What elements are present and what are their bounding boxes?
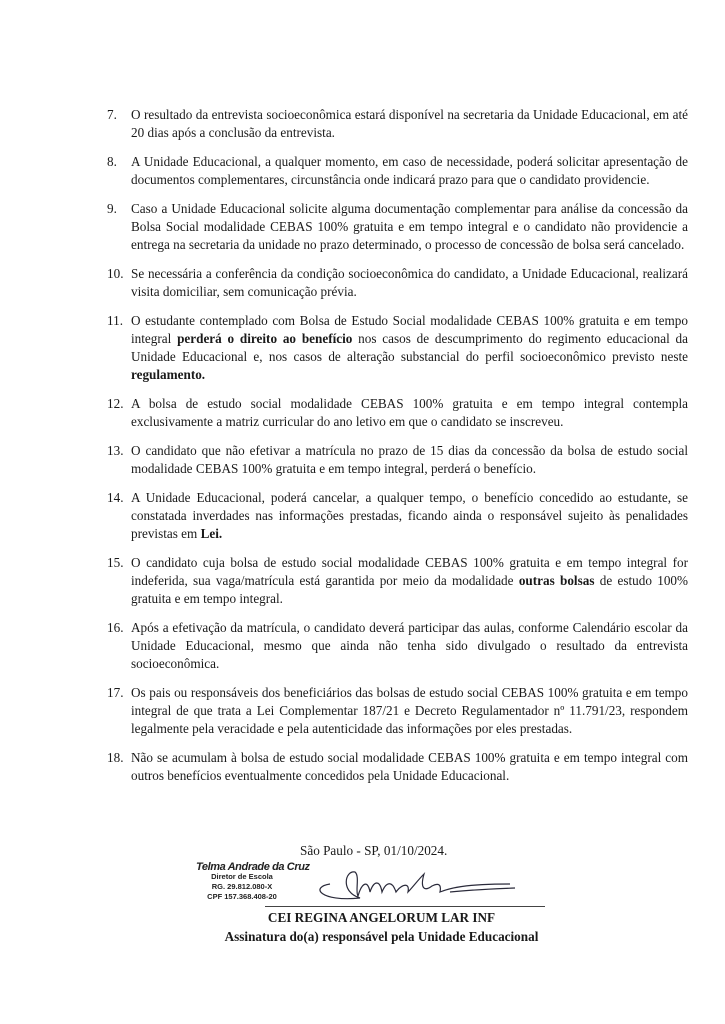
list-item bbox=[107, 395, 688, 431]
item-number: 12. bbox=[107, 396, 124, 411]
institution-block bbox=[0, 908, 725, 946]
list-item bbox=[107, 554, 688, 608]
list-item bbox=[107, 619, 688, 673]
item-text: O candidato cuja bolsa de estudo social modalidade CEBAS 100% gratuita e em tempo integral for indeferida, sua vaga/matrícula está garantida por meio da modalidade bbox=[131, 555, 688, 588]
item-number: 13. bbox=[107, 443, 124, 458]
item-number: 7. bbox=[107, 107, 117, 122]
stamp-role: Diretor de Escola bbox=[211, 872, 273, 881]
item-text: de estudo 100% gratuita e em tempo integral. bbox=[131, 573, 688, 606]
list-item bbox=[107, 265, 688, 301]
item-text-bold: Lei. bbox=[200, 526, 223, 541]
stamp-rg: RG. 29.812.080-X bbox=[211, 882, 273, 891]
list-item bbox=[107, 153, 688, 189]
item-text: A Unidade Educacional, poderá cancelar, a qualquer tempo, o benefício concedido ao estudante, se constatada inverdades nas informações prestadas, ficando ainda o responsável sujeito às penalidades previstas em bbox=[131, 490, 688, 541]
item-number: 14. bbox=[107, 490, 124, 505]
item-text: Não se acumulam à bolsa de estudo social modalidade CEBAS 100% gratuita e em tempo integral com outros benefícios eventualmente concedidos pela Unidade Educacional. bbox=[131, 750, 688, 783]
item-number: 17. bbox=[107, 685, 124, 700]
item-number: 8. bbox=[107, 154, 117, 169]
list-item bbox=[107, 489, 688, 543]
item-text: O resultado da entrevista socioeconômica estará disponível na secretaria da Unidade Educacional, em até 20 dias após a conclusão da entrevista. bbox=[131, 107, 688, 140]
regulation-items bbox=[107, 106, 688, 796]
stamp-name: Telma Andrade da Cruz bbox=[196, 861, 310, 873]
item-number: 11. bbox=[107, 313, 123, 328]
list-item bbox=[107, 442, 688, 478]
institution-name: CEI REGINA ANGELORUM LAR INF bbox=[267, 910, 496, 925]
item-text: A bolsa de estudo social modalidade CEBAS 100% gratuita e em tempo integral contempla exclusivamente a matriz curricular do ano letivo em que o candidato se inscreveu. bbox=[131, 396, 688, 429]
list-item bbox=[107, 749, 688, 785]
item-number: 10. bbox=[107, 266, 124, 281]
item-text: O candidato que não efetivar a matrícula no prazo de 15 dias da concessão da bolsa de estudo social modalidade CEBAS 100% gratuita e em tempo integral, perderá o benefício. bbox=[131, 443, 688, 476]
item-text: A Unidade Educacional, a qualquer momento, em caso de necessidade, poderá solicitar apresentação de documentos complementares, circunstância onde indicará prazo para que o candidato providencie. bbox=[131, 154, 688, 187]
item-number: 16. bbox=[107, 620, 124, 635]
list-item bbox=[107, 200, 688, 254]
item-text: Caso a Unidade Educacional solicite alguma documentação complementar para análise da concessão da Bolsa Social modalidade CEBAS 100% gratuita e em tempo integral e o candidato não providencie a entrega na secretaria da unidade no prazo determinado, o processo de concessão de bolsa será cancelado. bbox=[131, 201, 688, 252]
signature-line bbox=[265, 906, 545, 907]
item-text: Se necessária a conferência da condição socioeconômica do candidato, a Unidade Educacional, realizará visita domiciliar, sem comunicação prévia. bbox=[131, 266, 688, 299]
item-text: Os pais ou responsáveis dos beneficiários das bolsas de estudo social CEBAS 100% gratuita e em tempo integral de que trata a Lei Complementar 187/21 e Decreto Regulamentador nº 11.791/23, respondem legalmente pela veracidade e pela autenticidade das informações por eles prestadas. bbox=[131, 685, 688, 736]
handwritten-signature bbox=[300, 862, 520, 907]
list-item bbox=[107, 684, 688, 738]
list-item bbox=[107, 312, 688, 384]
item-text-bold: outras bolsas bbox=[518, 573, 595, 588]
list-item bbox=[107, 106, 688, 142]
item-text-bold: perderá o direito ao benefício bbox=[177, 331, 353, 346]
item-number: 18. bbox=[107, 750, 124, 765]
place-date: São Paulo - SP, 01/10/2024. bbox=[300, 843, 448, 858]
stamp-cpf: CPF 157.368.408-20 bbox=[207, 892, 277, 901]
signature-caption: Assinatura do(a) responsável pela Unidade Educacional bbox=[224, 929, 539, 944]
item-text: O estudante contemplado com Bolsa de Estudo Social modalidade CEBAS 100% gratuita e em tempo integral bbox=[131, 313, 688, 346]
item-number: 15. bbox=[107, 555, 124, 570]
director-stamp bbox=[196, 862, 310, 902]
item-text-bold: regulamento. bbox=[131, 367, 206, 382]
item-text: Após a efetivação da matrícula, o candidato deverá participar das aulas, conforme Calendário escolar da Unidade Educacional, mesmo que ainda não tenha sido divulgado o resultado da entrevista socioeconômica. bbox=[131, 620, 688, 671]
item-text: nos casos de descumprimento do regimento educacional da Unidade Educacional e, nos casos de alteração substancial do perfil socioeconômico previsto neste bbox=[131, 331, 689, 364]
item-number: 9. bbox=[107, 201, 117, 216]
